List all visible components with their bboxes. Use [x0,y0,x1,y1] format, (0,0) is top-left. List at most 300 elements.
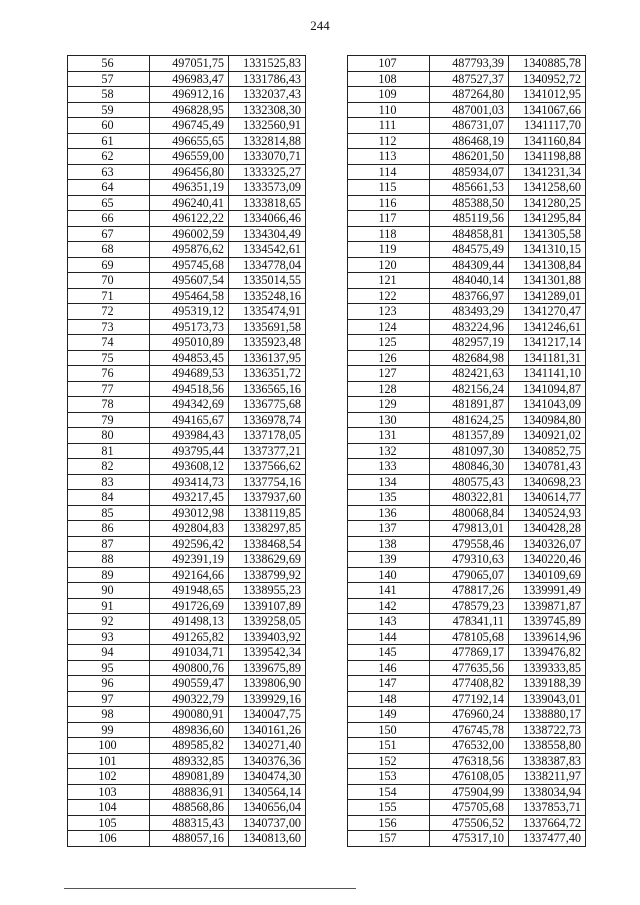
table-row [348,350,586,366]
point-number-cell: 119 [348,242,430,258]
x-coordinate-cell: 495876,62 [150,242,229,258]
table-row [68,598,306,614]
y-coordinate-cell: 1340813,60 [229,831,306,847]
y-coordinate-cell: 1341289,01 [509,288,586,304]
point-number-cell: 147 [348,676,430,692]
table-row [348,242,586,258]
table-row [68,567,306,583]
table-row [348,800,586,816]
point-number-cell: 95 [68,660,150,676]
table-row [348,443,586,459]
point-number-cell: 84 [68,490,150,506]
x-coordinate-cell: 484309,44 [430,257,509,273]
point-number-cell: 128 [348,381,430,397]
y-coordinate-cell: 1339929,16 [229,691,306,707]
y-coordinate-cell: 1341270,47 [509,304,586,320]
y-coordinate-cell: 1340656,04 [229,800,306,816]
table-row [348,335,586,351]
table-row [348,412,586,428]
x-coordinate-cell: 496745,49 [150,118,229,134]
point-number-cell: 152 [348,753,430,769]
table-row [68,474,306,490]
x-coordinate-cell: 496351,19 [150,180,229,196]
y-coordinate-cell: 1339107,89 [229,598,306,614]
point-number-cell: 78 [68,397,150,413]
point-number-cell: 148 [348,691,430,707]
x-coordinate-cell: 483224,96 [430,319,509,335]
x-coordinate-cell: 493217,45 [150,490,229,506]
table-row [68,273,306,289]
table-row [68,459,306,475]
x-coordinate-cell: 497051,75 [150,56,229,72]
point-number-cell: 142 [348,598,430,614]
y-coordinate-cell: 1338468,54 [229,536,306,552]
point-number-cell: 145 [348,645,430,661]
x-coordinate-cell: 494165,67 [150,412,229,428]
y-coordinate-cell: 1337477,40 [509,831,586,847]
point-number-cell: 101 [68,753,150,769]
point-number-cell: 124 [348,319,430,335]
table-row [68,490,306,506]
point-number-cell: 116 [348,195,430,211]
point-number-cell: 122 [348,288,430,304]
table-row [68,195,306,211]
point-number-cell: 118 [348,226,430,242]
point-number-cell: 155 [348,800,430,816]
table-row [348,722,586,738]
point-number-cell: 96 [68,676,150,692]
x-coordinate-cell: 493984,43 [150,428,229,444]
table-row [348,195,586,211]
point-number-cell: 136 [348,505,430,521]
x-coordinate-cell: 475904,99 [430,784,509,800]
y-coordinate-cell: 1341258,60 [509,180,586,196]
y-coordinate-cell: 1340564,14 [229,784,306,800]
y-coordinate-cell: 1341305,58 [509,226,586,242]
x-coordinate-cell: 475317,10 [430,831,509,847]
table-row [68,536,306,552]
x-coordinate-cell: 477635,56 [430,660,509,676]
point-number-cell: 58 [68,87,150,103]
point-number-cell: 107 [348,56,430,72]
x-coordinate-cell: 483493,29 [430,304,509,320]
table-row [348,56,586,72]
y-coordinate-cell: 1339258,05 [229,614,306,630]
x-coordinate-cell: 480575,43 [430,474,509,490]
y-coordinate-cell: 1337664,72 [509,815,586,831]
coordinates-table-right [347,55,586,847]
page-number: 244 [310,18,330,33]
y-coordinate-cell: 1340326,07 [509,536,586,552]
point-number-cell: 85 [68,505,150,521]
y-coordinate-cell: 1338297,85 [229,521,306,537]
point-number-cell: 144 [348,629,430,645]
x-coordinate-cell: 482156,24 [430,381,509,397]
x-coordinate-cell: 486468,19 [430,133,509,149]
x-coordinate-cell: 495607,54 [150,273,229,289]
table-row [348,815,586,831]
table-row [68,645,306,661]
table-row [348,164,586,180]
table-row [68,288,306,304]
table-row [68,412,306,428]
point-number-cell: 73 [68,319,150,335]
point-number-cell: 114 [348,164,430,180]
table-row [68,521,306,537]
table-row [348,598,586,614]
point-number-cell: 138 [348,536,430,552]
point-number-cell: 132 [348,443,430,459]
table-row [68,769,306,785]
x-coordinate-cell: 495010,89 [150,335,229,351]
point-number-cell: 90 [68,583,150,599]
y-coordinate-cell: 1332560,91 [229,118,306,134]
y-coordinate-cell: 1333818,65 [229,195,306,211]
table-row [348,397,586,413]
point-number-cell: 134 [348,474,430,490]
x-coordinate-cell: 489332,85 [150,753,229,769]
x-coordinate-cell: 496456,80 [150,164,229,180]
x-coordinate-cell: 496912,16 [150,87,229,103]
x-coordinate-cell: 492804,83 [150,521,229,537]
y-coordinate-cell: 1341308,84 [509,257,586,273]
y-coordinate-cell: 1333070,71 [229,149,306,165]
point-number-cell: 135 [348,490,430,506]
y-coordinate-cell: 1335923,48 [229,335,306,351]
table-row [348,660,586,676]
y-coordinate-cell: 1341310,15 [509,242,586,258]
table-row [68,56,306,72]
table-row [348,552,586,568]
x-coordinate-cell: 476745,78 [430,722,509,738]
point-number-cell: 109 [348,87,430,103]
y-coordinate-cell: 1341217,14 [509,335,586,351]
x-coordinate-cell: 476532,00 [430,738,509,754]
point-number-cell: 83 [68,474,150,490]
point-number-cell: 99 [68,722,150,738]
table-row [348,319,586,335]
point-number-cell: 121 [348,273,430,289]
table-row [348,769,586,785]
point-number-cell: 146 [348,660,430,676]
point-number-cell: 131 [348,428,430,444]
y-coordinate-cell: 1338119,85 [229,505,306,521]
point-number-cell: 64 [68,180,150,196]
y-coordinate-cell: 1341141,10 [509,366,586,382]
table-row [348,505,586,521]
y-coordinate-cell: 1341280,25 [509,195,586,211]
point-number-cell: 65 [68,195,150,211]
point-number-cell: 125 [348,335,430,351]
point-number-cell: 76 [68,366,150,382]
x-coordinate-cell: 476108,05 [430,769,509,785]
point-number-cell: 89 [68,567,150,583]
x-coordinate-cell: 476960,24 [430,707,509,723]
x-coordinate-cell: 496240,41 [150,195,229,211]
table-row [348,87,586,103]
table-row [68,831,306,847]
x-coordinate-cell: 496122,22 [150,211,229,227]
y-coordinate-cell: 1336565,16 [229,381,306,397]
point-number-cell: 137 [348,521,430,537]
y-coordinate-cell: 1338034,94 [509,784,586,800]
table-row [348,273,586,289]
point-number-cell: 127 [348,366,430,382]
table-row [348,567,586,583]
y-coordinate-cell: 1340737,00 [229,815,306,831]
point-number-cell: 97 [68,691,150,707]
point-number-cell: 81 [68,443,150,459]
table-row [68,211,306,227]
table-row [68,629,306,645]
coordinates-table-left-body [68,56,306,847]
table-row [348,629,586,645]
table-row [68,552,306,568]
table-row [68,335,306,351]
y-coordinate-cell: 1340984,80 [509,412,586,428]
y-coordinate-cell: 1336775,68 [229,397,306,413]
table-row [68,304,306,320]
y-coordinate-cell: 1333573,09 [229,180,306,196]
table-row [68,753,306,769]
table-row [68,180,306,196]
point-number-cell: 126 [348,350,430,366]
point-number-cell: 111 [348,118,430,134]
table-row [348,490,586,506]
x-coordinate-cell: 494342,69 [150,397,229,413]
point-number-cell: 80 [68,428,150,444]
table-row [348,428,586,444]
y-coordinate-cell: 1338387,83 [509,753,586,769]
point-number-cell: 69 [68,257,150,273]
point-number-cell: 104 [68,800,150,816]
table-row [68,505,306,521]
y-coordinate-cell: 1340698,23 [509,474,586,490]
y-coordinate-cell: 1340376,36 [229,753,306,769]
table-row [68,738,306,754]
table-row [348,226,586,242]
table-row [348,381,586,397]
x-coordinate-cell: 489585,82 [150,738,229,754]
footer-rule [64,888,356,889]
y-coordinate-cell: 1334304,49 [229,226,306,242]
y-coordinate-cell: 1340921,02 [509,428,586,444]
x-coordinate-cell: 496828,95 [150,102,229,118]
point-number-cell: 150 [348,722,430,738]
point-number-cell: 77 [68,381,150,397]
table-row [68,583,306,599]
y-coordinate-cell: 1339745,89 [509,614,586,630]
y-coordinate-cell: 1332308,30 [229,102,306,118]
y-coordinate-cell: 1341301,88 [509,273,586,289]
point-number-cell: 74 [68,335,150,351]
x-coordinate-cell: 482684,98 [430,350,509,366]
y-coordinate-cell: 1341160,84 [509,133,586,149]
y-coordinate-cell: 1337853,71 [509,800,586,816]
y-coordinate-cell: 1340474,30 [229,769,306,785]
x-coordinate-cell: 490322,79 [150,691,229,707]
point-number-cell: 92 [68,614,150,630]
y-coordinate-cell: 1339043,01 [509,691,586,707]
y-coordinate-cell: 1340109,69 [509,567,586,583]
y-coordinate-cell: 1337754,16 [229,474,306,490]
x-coordinate-cell: 483766,97 [430,288,509,304]
y-coordinate-cell: 1341043,09 [509,397,586,413]
x-coordinate-cell: 479558,46 [430,536,509,552]
table-row [68,676,306,692]
x-coordinate-cell: 496002,59 [150,226,229,242]
x-coordinate-cell: 485934,07 [430,164,509,180]
x-coordinate-cell: 486731,07 [430,118,509,134]
table-row [68,87,306,103]
point-number-cell: 156 [348,815,430,831]
point-number-cell: 71 [68,288,150,304]
table-row [348,304,586,320]
table-row [348,118,586,134]
y-coordinate-cell: 1339806,90 [229,676,306,692]
table-row [348,583,586,599]
table-row [68,366,306,382]
y-coordinate-cell: 1337937,60 [229,490,306,506]
x-coordinate-cell: 490559,47 [150,676,229,692]
point-number-cell: 70 [68,273,150,289]
table-row [68,350,306,366]
table-row [348,645,586,661]
table-row [68,691,306,707]
table-row [68,242,306,258]
y-coordinate-cell: 1339333,85 [509,660,586,676]
x-coordinate-cell: 481097,30 [430,443,509,459]
table-row [348,288,586,304]
x-coordinate-cell: 476318,56 [430,753,509,769]
x-coordinate-cell: 488568,86 [150,800,229,816]
x-coordinate-cell: 481357,89 [430,428,509,444]
y-coordinate-cell: 1335474,91 [229,304,306,320]
x-coordinate-cell: 488315,43 [150,815,229,831]
coordinates-table-right-body [348,56,586,847]
point-number-cell: 106 [68,831,150,847]
x-coordinate-cell: 489836,60 [150,722,229,738]
point-number-cell: 157 [348,831,430,847]
x-coordinate-cell: 482957,19 [430,335,509,351]
table-row [348,71,586,87]
y-coordinate-cell: 1340220,46 [509,552,586,568]
y-coordinate-cell: 1338955,23 [229,583,306,599]
y-coordinate-cell: 1338211,97 [509,769,586,785]
point-number-cell: 61 [68,133,150,149]
table-row [348,691,586,707]
y-coordinate-cell: 1339188,39 [509,676,586,692]
table-row [348,738,586,754]
point-number-cell: 82 [68,459,150,475]
y-coordinate-cell: 1338629,69 [229,552,306,568]
table-row [68,381,306,397]
y-coordinate-cell: 1334542,61 [229,242,306,258]
y-coordinate-cell: 1339614,96 [509,629,586,645]
table-row [68,800,306,816]
y-coordinate-cell: 1339403,92 [229,629,306,645]
point-number-cell: 139 [348,552,430,568]
y-coordinate-cell: 1332814,88 [229,133,306,149]
point-number-cell: 141 [348,583,430,599]
y-coordinate-cell: 1340952,72 [509,71,586,87]
y-coordinate-cell: 1340852,75 [509,443,586,459]
table-row [348,707,586,723]
table-row [68,71,306,87]
y-coordinate-cell: 1334066,46 [229,211,306,227]
x-coordinate-cell: 480068,84 [430,505,509,521]
x-coordinate-cell: 487001,03 [430,102,509,118]
x-coordinate-cell: 493608,12 [150,459,229,475]
x-coordinate-cell: 477408,82 [430,676,509,692]
table-row [348,366,586,382]
y-coordinate-cell: 1337178,05 [229,428,306,444]
x-coordinate-cell: 490080,91 [150,707,229,723]
table-row [348,784,586,800]
point-number-cell: 63 [68,164,150,180]
x-coordinate-cell: 495319,12 [150,304,229,320]
x-coordinate-cell: 488057,16 [150,831,229,847]
table-row [68,319,306,335]
point-number-cell: 67 [68,226,150,242]
point-number-cell: 91 [68,598,150,614]
y-coordinate-cell: 1339991,49 [509,583,586,599]
table-row [68,118,306,134]
y-coordinate-cell: 1341094,87 [509,381,586,397]
point-number-cell: 100 [68,738,150,754]
table-row [348,257,586,273]
y-coordinate-cell: 1341198,88 [509,149,586,165]
point-number-cell: 72 [68,304,150,320]
y-coordinate-cell: 1339476,82 [509,645,586,661]
point-number-cell: 56 [68,56,150,72]
x-coordinate-cell: 494518,56 [150,381,229,397]
table-row [348,521,586,537]
table-row [68,226,306,242]
table-row [348,614,586,630]
x-coordinate-cell: 480846,30 [430,459,509,475]
x-coordinate-cell: 479065,07 [430,567,509,583]
y-coordinate-cell: 1336978,74 [229,412,306,428]
x-coordinate-cell: 496983,47 [150,71,229,87]
table-row [68,815,306,831]
y-coordinate-cell: 1338880,17 [509,707,586,723]
x-coordinate-cell: 491948,65 [150,583,229,599]
x-coordinate-cell: 493795,44 [150,443,229,459]
x-coordinate-cell: 487264,80 [430,87,509,103]
point-number-cell: 112 [348,133,430,149]
table-row [68,722,306,738]
x-coordinate-cell: 477192,14 [430,691,509,707]
point-number-cell: 57 [68,71,150,87]
x-coordinate-cell: 478105,68 [430,629,509,645]
x-coordinate-cell: 479813,01 [430,521,509,537]
table-row [68,443,306,459]
point-number-cell: 60 [68,118,150,134]
y-coordinate-cell: 1338558,80 [509,738,586,754]
table-row [68,102,306,118]
table-row [68,397,306,413]
point-number-cell: 115 [348,180,430,196]
point-number-cell: 129 [348,397,430,413]
y-coordinate-cell: 1340161,26 [229,722,306,738]
y-coordinate-cell: 1341295,84 [509,211,586,227]
table-row [68,660,306,676]
y-coordinate-cell: 1340614,77 [509,490,586,506]
point-number-cell: 75 [68,350,150,366]
x-coordinate-cell: 490800,76 [150,660,229,676]
x-coordinate-cell: 487793,39 [430,56,509,72]
